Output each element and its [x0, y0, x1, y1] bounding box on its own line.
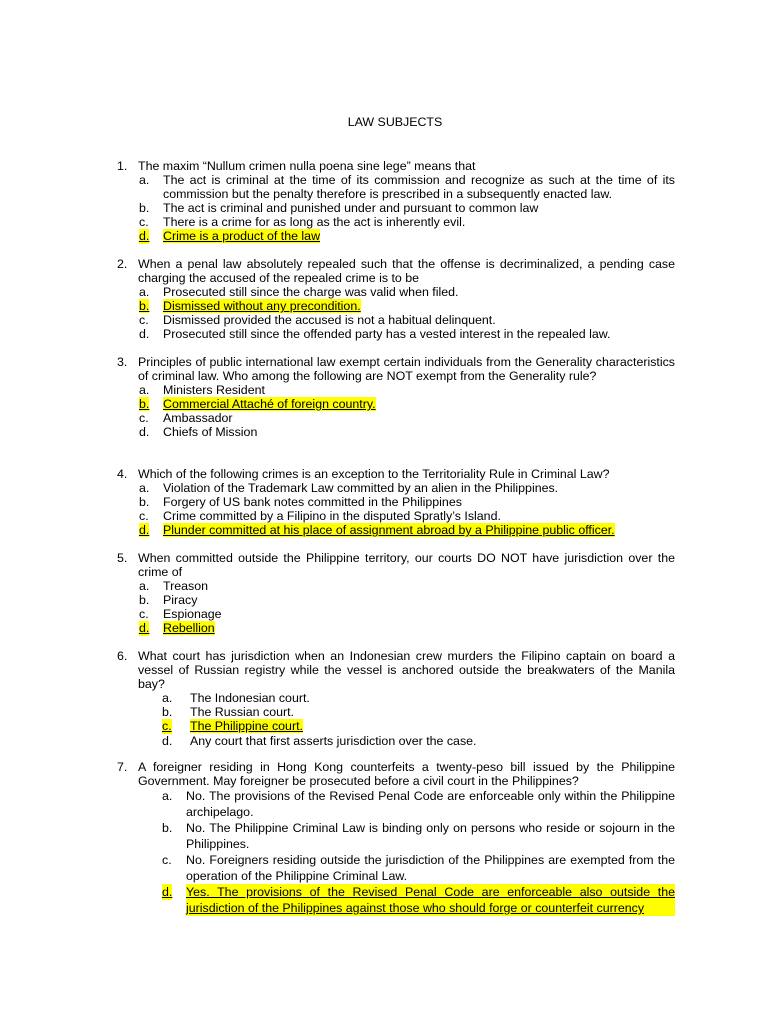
question-number: 7. [117, 760, 128, 774]
option-c [162, 852, 675, 884]
option-text: Any court that first asserts jurisdiction over the case. [190, 733, 477, 748]
option-d [139, 229, 675, 243]
question-text: When committed outside the Philippine territory, our courts DO NOT have jurisdiction over the crime of [138, 551, 675, 580]
option-text-highlighted: Yes. The provisions of the Revised Penal Code are enforceable also outside the jurisdiction of the Philippines against those who should forge or counterfeit currency [186, 885, 675, 916]
option-letter: d. [139, 621, 150, 636]
option-letter: c. [162, 719, 172, 734]
option-letter: b. [139, 593, 150, 608]
question-number: 1. [117, 159, 128, 173]
option-d [139, 425, 675, 439]
option-letter: b. [139, 201, 150, 216]
option-text: The Russian court. [190, 705, 294, 720]
option-letter: d. [139, 425, 150, 440]
option-a [139, 285, 675, 299]
option-letter: a. [139, 579, 150, 594]
option-letter: b. [139, 495, 150, 510]
option-text: Dismissed provided the accused is not a habitual delinquent. [163, 313, 496, 328]
option-letter: d. [139, 327, 150, 342]
question-1 [117, 159, 675, 244]
option-letter: c. [139, 411, 149, 426]
option-b [139, 593, 675, 607]
question-text: Principles of public international law exempt certain individuals from the Generality characteristics of criminal law. Who among the following are NOT exempt from the Generality rule? [138, 355, 675, 384]
option-text: Prosecuted still since the offended party has a vested interest in the repealed law. [163, 327, 611, 342]
option-text: Espionage [163, 607, 222, 622]
option-text: The act is criminal at the time of its commission and recognize as such at the time of its commission but the penalty therefore is prescribed in a subsequently enacted law. [163, 173, 675, 202]
option-text: There is a crime for as long as the act is inherently evil. [163, 215, 466, 230]
option-text: Ambassador [163, 411, 233, 426]
question-number: 3. [117, 355, 128, 369]
option-b [139, 299, 675, 313]
question-5 [117, 551, 675, 636]
question-number: 4. [117, 467, 128, 481]
option-text: The act is criminal and punished under and pursuant to common law [163, 201, 539, 216]
option-a [139, 383, 675, 397]
question-4 [117, 467, 675, 537]
option-letter: d. [162, 733, 173, 748]
option-text-highlighted: Commercial Attaché of foreign country. [163, 397, 376, 412]
option-c [162, 719, 675, 733]
option-letter: a. [139, 481, 150, 496]
question-text: Which of the following crimes is an exception to the Territoriality Rule in Criminal Law? [138, 467, 610, 481]
question-text: The maxim “Nullum crimen nulla poena sine lege” means that [138, 159, 476, 173]
option-c [139, 607, 675, 621]
question-number: 2. [117, 257, 128, 271]
option-text: Piracy [163, 593, 198, 608]
option-text: Treason [163, 579, 208, 594]
question-7 [117, 760, 675, 916]
option-text: No. The Philippine Criminal Law is binding only on persons who reside or sojourn in the Philippines. [186, 821, 675, 852]
option-text: Forgery of US bank notes committed in the Philippines [163, 495, 462, 510]
option-text: The Indonesian court. [190, 691, 310, 706]
question-number: 6. [117, 649, 128, 663]
option-letter: b. [162, 705, 173, 720]
option-letter: a. [139, 383, 150, 398]
option-letter: c. [139, 313, 149, 328]
option-b [162, 705, 675, 719]
option-letter: d. [139, 229, 150, 244]
question-3 [117, 355, 675, 440]
option-c [139, 411, 675, 425]
option-letter: b. [139, 299, 150, 314]
option-letter: b. [139, 397, 150, 412]
option-a [139, 173, 675, 201]
option-letter: c. [139, 215, 149, 230]
option-d [162, 734, 675, 748]
question-number: 5. [117, 551, 128, 565]
option-letter: a. [162, 691, 173, 706]
option-text: No. Foreigners residing outside the jurisdiction of the Philippines are exempted from the operation of the Philippine Criminal Law. [186, 853, 675, 884]
option-text: Chiefs of Mission [163, 425, 258, 440]
option-d [139, 327, 675, 341]
option-a [139, 481, 675, 495]
option-d [139, 523, 675, 537]
option-letter: c. [139, 509, 149, 524]
question-2 [117, 257, 675, 342]
option-text: Prosecuted still since the charge was valid when filed. [163, 285, 459, 300]
option-b [162, 820, 675, 852]
option-letter: a. [139, 173, 150, 188]
option-text-highlighted: Plunder committed at his place of assignment abroad by a Philippine public officer. [163, 523, 615, 538]
option-text: No. The provisions of the Revised Penal Code are enforceable only within the Philippine archipelago. [186, 789, 675, 820]
option-letter: c. [139, 607, 149, 622]
question-text: A foreigner residing in Hong Kong counterfeits a twenty-peso bill issued by the Philippine Government. May foreigner be prosecuted before a civil court in the Philippines? [138, 760, 675, 789]
option-text: Ministers Resident [163, 383, 265, 398]
option-letter: a. [139, 285, 150, 300]
option-letter: d. [139, 523, 150, 538]
question-text: What court has jurisdiction when an Indonesian crew murders the Filipino captain on board a vessel of Russian registry while the vessel is anchored outside the breakwaters of the Manila bay? [138, 649, 675, 692]
option-b [139, 397, 675, 411]
option-letter: d. [162, 885, 173, 900]
option-c [139, 215, 675, 229]
option-c [139, 509, 675, 523]
option-c [139, 313, 675, 327]
option-text-highlighted: Rebellion [163, 621, 215, 636]
option-text: Crime committed by a Filipino in the disputed Spratly’s Island. [163, 509, 501, 524]
option-a [139, 579, 675, 593]
option-a [162, 788, 675, 820]
option-text-highlighted: Dismissed without any precondition. [163, 299, 361, 314]
option-d [162, 884, 675, 916]
question-6 [117, 649, 675, 748]
option-a [162, 691, 675, 705]
option-d [139, 621, 675, 635]
option-b [139, 201, 675, 215]
question-text: When a penal law absolutely repealed such that the offense is decriminalized, a pending case charging the accused of the repealed crime is to be [138, 257, 675, 286]
option-text: Violation of the Trademark Law committed by an alien in the Philippines. [163, 481, 559, 496]
option-letter: c. [162, 853, 172, 868]
page-title: LAW SUBJECTS [347, 115, 443, 129]
option-b [139, 495, 675, 509]
option-text-highlighted: The Philippine court. [190, 719, 303, 734]
option-letter: b. [162, 821, 173, 836]
option-letter: a. [162, 789, 173, 804]
option-text-highlighted: Crime is a product of the law [163, 229, 321, 244]
